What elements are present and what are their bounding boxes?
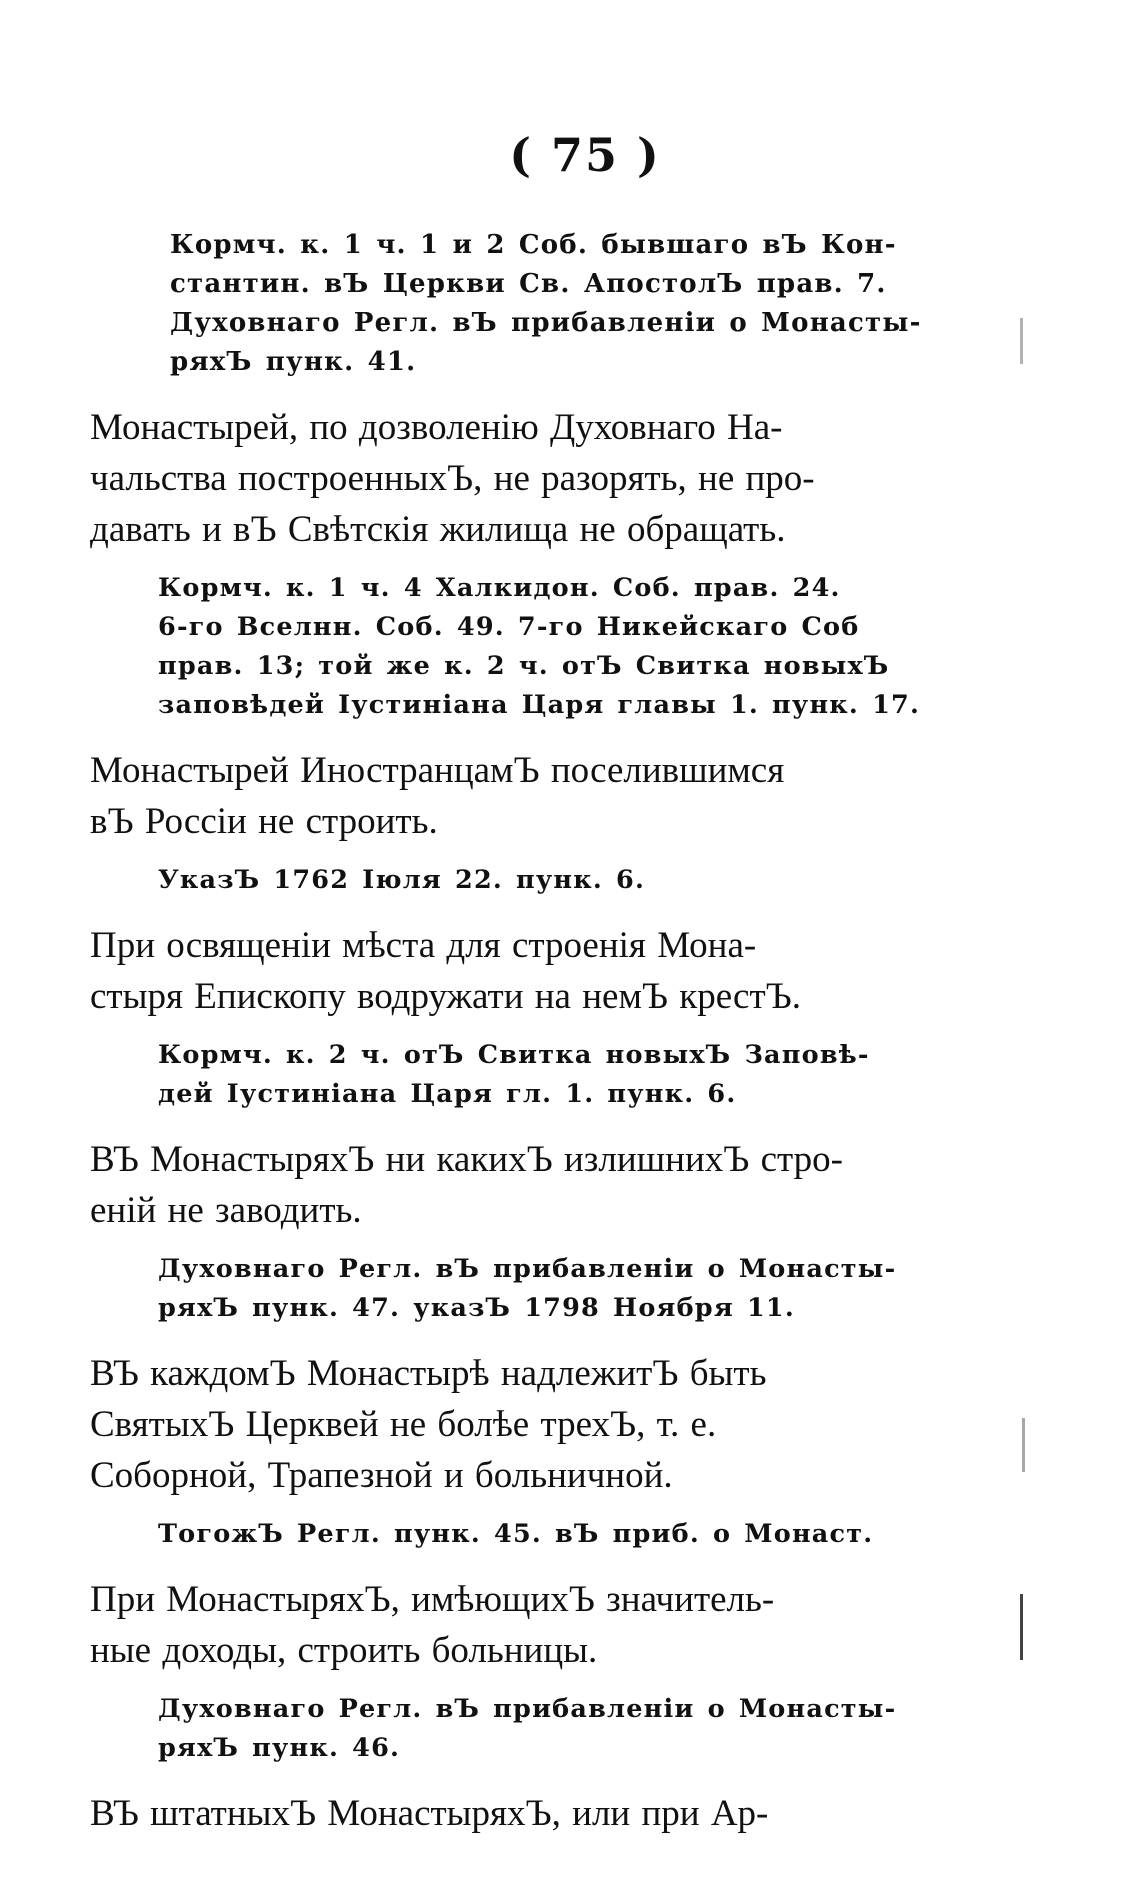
text-line: ряхЪ пунк. 46.	[158, 1733, 401, 1763]
text-line: При МонастыряхЪ, имѣющихЪ значитель-	[90, 1579, 775, 1620]
reference-note	[158, 569, 1000, 725]
main-paragraph	[90, 920, 1000, 1022]
block-spacer	[90, 1328, 1000, 1348]
page-number: ( 75 )	[509, 128, 661, 182]
reference-note	[158, 861, 1000, 900]
block-spacer	[90, 725, 1000, 745]
text-line: ТогожЪ Регл. пунк. 45. вЪ приб. о Монаст.	[158, 1519, 874, 1549]
block-spacer	[90, 1022, 1000, 1036]
text-line: При освященіи мѣста для строенія Мона-	[90, 925, 757, 966]
text-line: ВЪ каждомЪ Монастырѣ надлежитЪ быть	[90, 1353, 767, 1394]
main-paragraph	[90, 1134, 1000, 1236]
block-spacer	[90, 1768, 1000, 1788]
text-line: дей Іустиніана Царя гл. 1. пунк. 6.	[158, 1079, 737, 1109]
block-spacer	[90, 1676, 1000, 1690]
text-line: еній не заводить.	[90, 1190, 362, 1231]
margin-mark	[1020, 318, 1023, 364]
block-spacer	[90, 1236, 1000, 1250]
text-line: Духовнаго Регл. вЪ прибавленіи о Монасты-	[158, 1254, 897, 1284]
text-line: ряхЪ пунк. 41.	[170, 347, 417, 377]
margin-mark	[1020, 1594, 1023, 1660]
text-line: СвятыхЪ Церквей не болѣе трехЪ, т. е.	[90, 1404, 717, 1445]
text-line: заповѣдей Іустиніана Царя главы 1. пунк. 17.	[158, 690, 921, 720]
text-line: ВЪ МонастыряхЪ ни какихЪ излишнихЪ стро-	[90, 1139, 843, 1180]
text-line: стантин. вЪ Церкви Св. АпостолЪ прав. 7.	[170, 269, 887, 299]
reference-note	[158, 1250, 1000, 1328]
margin-mark	[1022, 1418, 1025, 1472]
block-spacer	[90, 555, 1000, 569]
text-line: вЪ Россіи не строить.	[90, 801, 438, 842]
text-line: Кормч. к. 2 ч. отЪ Свитка новыхЪ Заповѣ-	[158, 1040, 870, 1070]
main-paragraph	[90, 402, 1000, 555]
block-spacer	[90, 900, 1000, 920]
text-line: Духовнаго Регл. вЪ прибавленіи о Монасты-	[158, 1694, 897, 1724]
text-line: ряхЪ пунк. 47. указЪ 1798 Ноября 11.	[158, 1293, 795, 1323]
block-spacer	[90, 1501, 1000, 1515]
main-paragraph	[90, 1788, 1000, 1839]
text-line: Монастырей ИностранцамЪ поселившимся	[90, 750, 785, 791]
main-paragraph	[90, 745, 1000, 847]
block-spacer	[90, 847, 1000, 861]
text-line: ВЪ штатныхЪ МонастыряхЪ, или при Ар-	[90, 1793, 769, 1834]
block-spacer	[90, 382, 1000, 402]
main-paragraph	[90, 1574, 1000, 1676]
text-line: Кормч. к. 1 ч. 4 Халкидон. Соб. прав. 24.	[158, 573, 841, 603]
main-paragraph	[90, 1348, 1000, 1501]
text-line: УказЪ 1762 Іюля 22. пунк. 6.	[158, 865, 646, 895]
reference-note	[170, 226, 1000, 382]
text-line: давать и вЪ Свѣтскія жилища не обращать.	[90, 509, 786, 550]
text-line: Духовнаго Регл. вЪ прибавленіи о Монасты-	[170, 308, 922, 338]
page-body	[90, 226, 1000, 1839]
text-line: Кормч. к. 1 ч. 1 и 2 Соб. бывшаго вЪ Кон-	[170, 230, 897, 260]
text-line: Монастырей, по дозволенію Духовнаго На-	[90, 407, 783, 448]
reference-note	[158, 1036, 1000, 1114]
reference-note	[158, 1690, 1000, 1768]
block-spacer	[90, 1554, 1000, 1574]
text-line: Соборной, Трапезной и больничной.	[90, 1455, 673, 1496]
text-line: стыря Епископу водружати на немЪ крестЪ.	[90, 976, 802, 1017]
text-line: прав. 13; той же к. 2 ч. отЪ Свитка новыхЪ	[158, 651, 890, 681]
text-line: чальства построенныхЪ, не разорять, не про-	[90, 458, 815, 499]
text-line: 6-го Вселнн. Соб. 49. 7-го Никейскаго Соб	[158, 612, 860, 642]
reference-note	[158, 1515, 1000, 1554]
block-spacer	[90, 1114, 1000, 1134]
text-line: ные доходы, строить больницы.	[90, 1630, 598, 1671]
